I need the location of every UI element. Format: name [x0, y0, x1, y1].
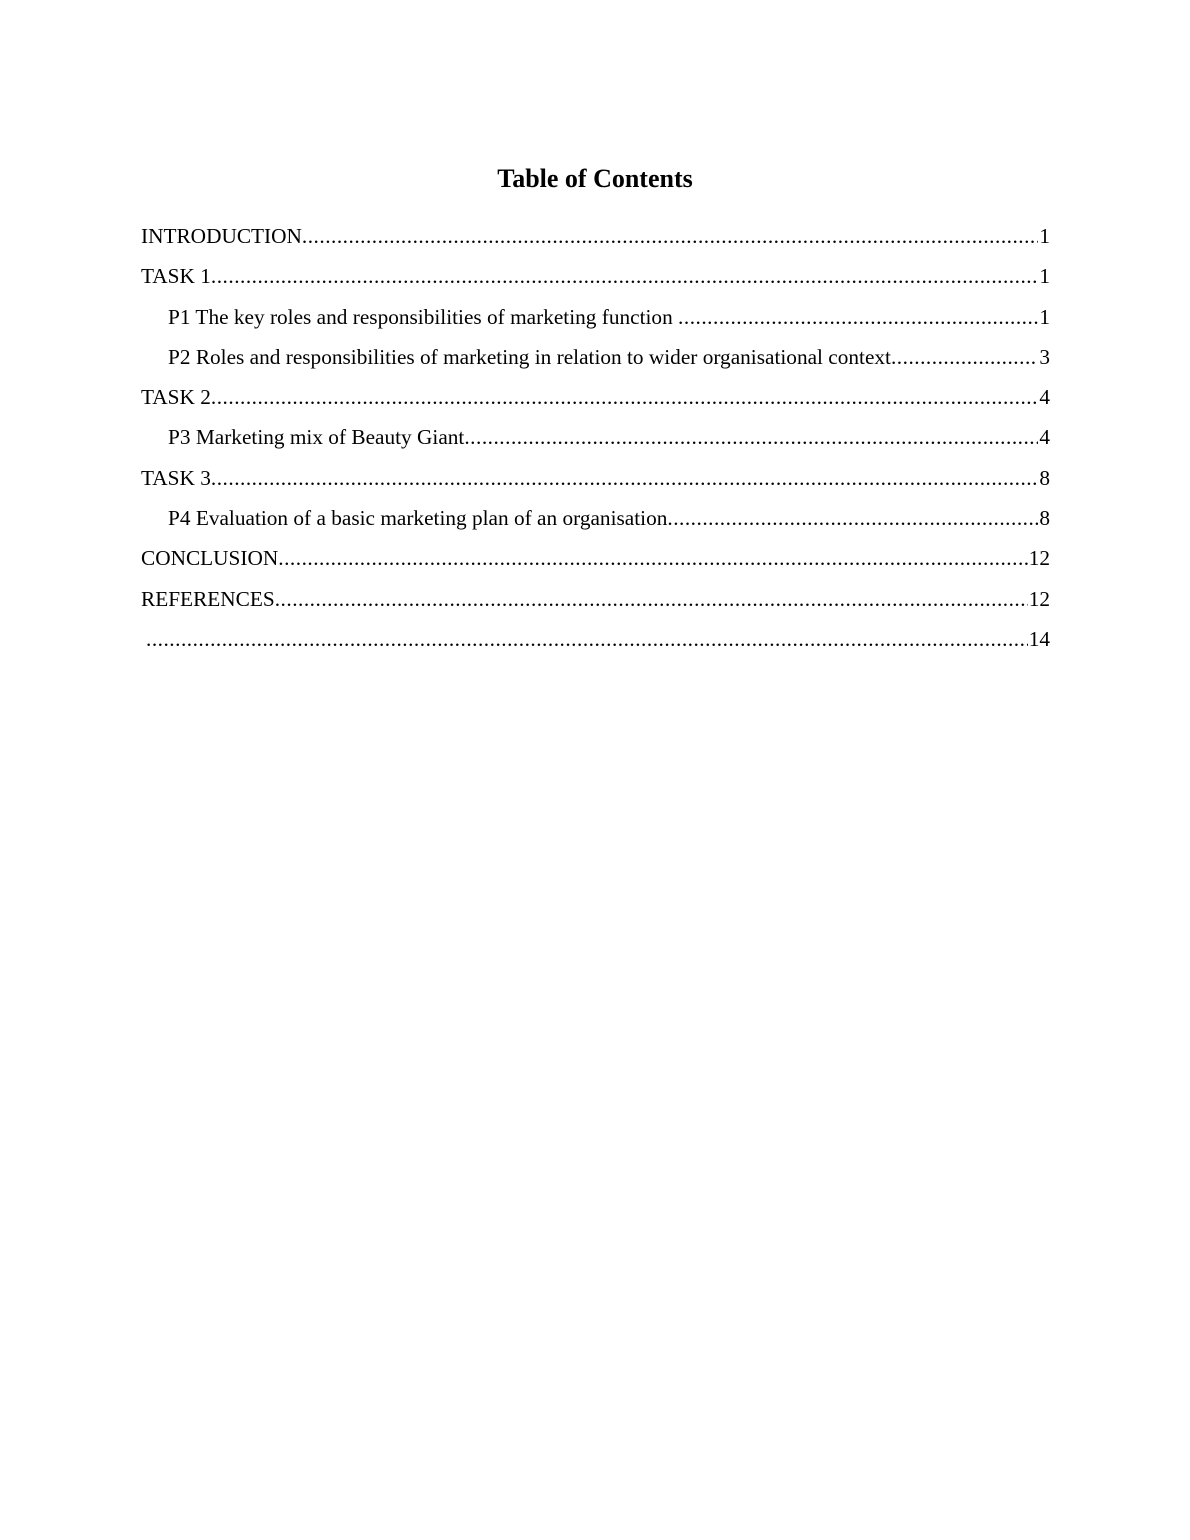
toc-entry-label: P2 Roles and responsibilities of marketing in relation to wider organisational context [168, 344, 891, 369]
toc-entry-page: 14 [1028, 626, 1050, 651]
toc-dot-leader [278, 542, 1027, 574]
toc-entry-label: INTRODUCTION [141, 224, 302, 248]
toc-entry-p2[interactable] [141, 341, 1050, 381]
toc-entry-page: 4 [1039, 385, 1050, 410]
toc-entry-page: 1 [1039, 224, 1050, 248]
toc-entry-conclusion[interactable] [141, 542, 1050, 582]
toc-title: Table of Contents [497, 164, 693, 193]
toc-entry-untitled[interactable] [141, 623, 1050, 663]
toc-dot-leader [211, 462, 1038, 494]
toc-entry-page: 3 [1039, 344, 1050, 369]
toc-dot-leader [667, 502, 1038, 534]
toc-dot-leader [275, 583, 1028, 615]
toc-entry-page: 1 [1039, 304, 1050, 329]
toc-entry-page: 12 [1028, 586, 1050, 611]
toc-entry-task-3[interactable] [141, 462, 1050, 502]
toc-entry-label: P3 Marketing mix of Beauty Giant [168, 425, 465, 450]
toc-entry-page: 12 [1028, 546, 1050, 571]
toc-dot-leader [146, 623, 1028, 655]
toc-dot-leader [211, 260, 1038, 292]
toc-dot-leader [891, 341, 1038, 373]
toc-entry-page: 4 [1039, 425, 1050, 450]
toc-entry-references[interactable] [141, 583, 1050, 623]
toc-entry-p4[interactable] [141, 502, 1050, 542]
toc-entry-page: 8 [1039, 506, 1050, 531]
toc-entry-label: TASK 2 [141, 385, 211, 410]
toc-dot-leader [464, 421, 1038, 453]
toc-entry-label: P4 Evaluation of a basic marketing plan of an organisation [168, 506, 668, 531]
toc-dot-leader [678, 301, 1038, 333]
toc-entry-task-2[interactable] [141, 381, 1050, 421]
toc-entry-label: REFERENCES [141, 586, 275, 611]
toc-entry-label: TASK 3 [141, 465, 211, 490]
toc-entry-introduction[interactable] [141, 220, 1050, 260]
toc-entry-label: TASK 1 [141, 264, 211, 289]
toc-entry-label: P1 The key roles and responsibilities of marketing function [168, 304, 679, 329]
toc-list [141, 220, 1050, 663]
toc-dot-leader [302, 220, 1038, 252]
toc-entry-task-1[interactable] [141, 260, 1050, 300]
toc-entry-label: CONCLUSION [141, 546, 279, 571]
toc-entry-page: 8 [1039, 465, 1050, 490]
toc-dot-leader [211, 381, 1038, 413]
toc-entry-page: 1 [1039, 264, 1050, 289]
toc-entry-p3[interactable] [141, 421, 1050, 461]
toc-entry-p1[interactable] [141, 301, 1050, 341]
